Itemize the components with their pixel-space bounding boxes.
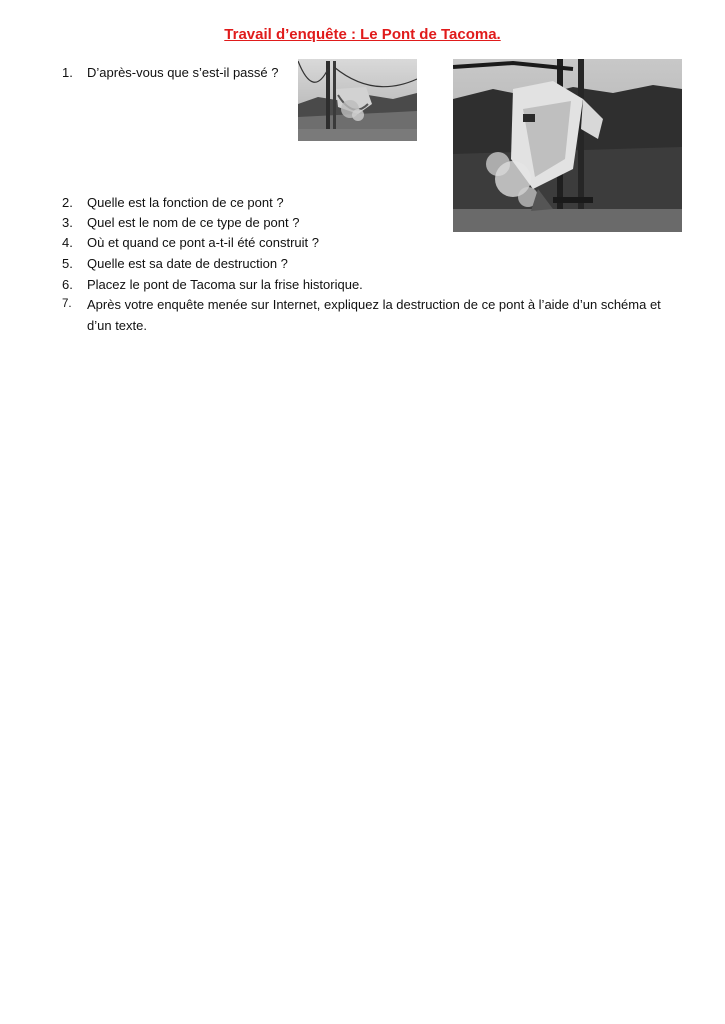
question-1 xyxy=(62,62,278,83)
question-number: 2. xyxy=(62,195,73,210)
question-number: 5. xyxy=(62,256,73,271)
question-2 xyxy=(62,192,284,213)
question-6 xyxy=(62,274,363,295)
bridge-collapse-photo-large xyxy=(453,59,682,232)
page-title: Travail d’enquête : Le Pont de Tacoma. xyxy=(224,26,501,43)
question-text: Après votre enquête menée sur Internet, expliquez la destruction de ce pont à l’aide d’un schéma et d’un texte. xyxy=(87,297,661,333)
question-number: 3. xyxy=(62,215,73,230)
question-text: Quelle est la fonction de ce pont ? xyxy=(87,195,284,210)
question-text: Quel est le nom de ce type de pont ? xyxy=(87,215,300,230)
question-4 xyxy=(62,232,319,253)
question-text: Où et quand ce pont a-t-il été construit ? xyxy=(87,235,319,250)
question-text: Quelle est sa date de destruction ? xyxy=(87,256,288,271)
question-text: D’après-vous que s’est-il passé ? xyxy=(87,65,279,80)
bridge-collapse-photo-small xyxy=(298,59,417,141)
question-number: 7. xyxy=(62,298,72,310)
question-number: 6. xyxy=(62,277,73,292)
question-number: 1. xyxy=(62,65,73,80)
question-number: 4. xyxy=(62,235,73,250)
question-3 xyxy=(62,212,299,233)
question-5 xyxy=(62,253,288,274)
question-7 xyxy=(62,294,672,336)
question-text: Placez le pont de Tacoma sur la frise historique. xyxy=(87,277,363,292)
